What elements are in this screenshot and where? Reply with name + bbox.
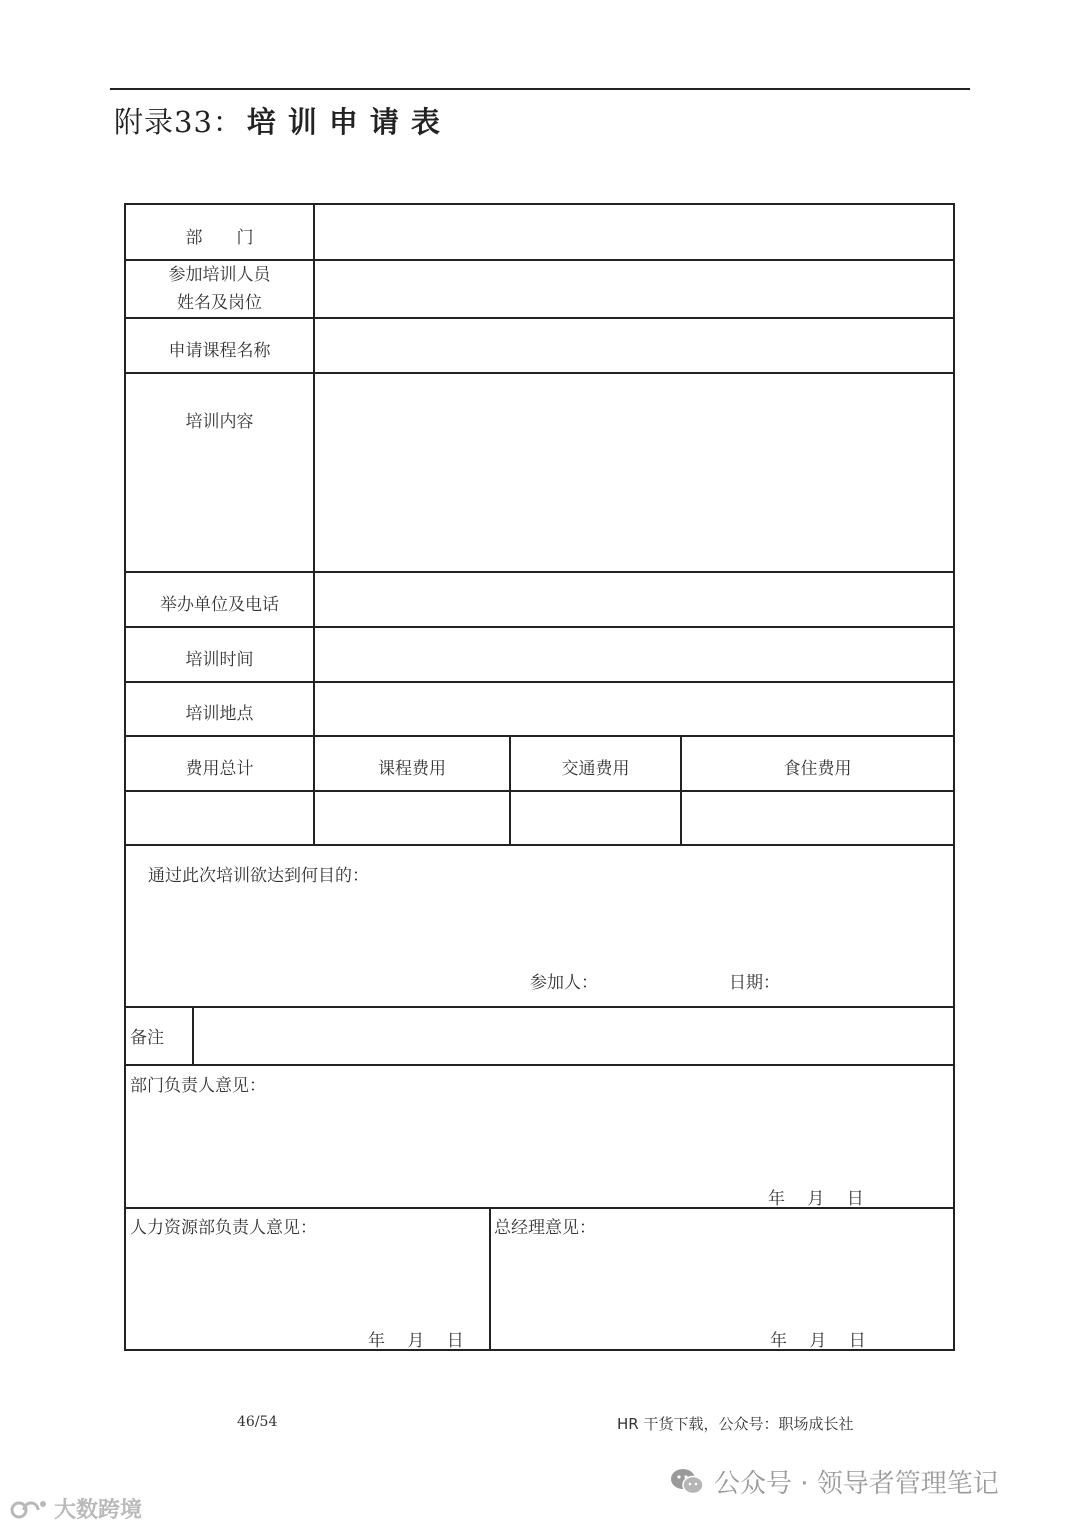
transport-fee-field[interactable]: [511, 792, 680, 844]
watermark-left-text: 大数跨境: [54, 1498, 143, 1523]
hr-head-opinion-label: 人力资源部负责人意见：: [130, 1218, 317, 1238]
watermark-right-text: 公众号 · 领导者管理笔记: [714, 1469, 999, 1499]
purpose-label: 通过此次培训欲达到何目的：: [148, 866, 369, 886]
hr-head-date: 年 月 日: [368, 1331, 464, 1351]
organizer-field[interactable]: [315, 573, 953, 626]
row-divider: [126, 844, 953, 846]
location-field[interactable]: [315, 683, 953, 735]
dept-head-opinion-label: 部门负责人意见：: [130, 1076, 266, 1096]
row-divider: [126, 1064, 953, 1066]
form-title: 培训申请表: [246, 105, 452, 139]
page-number: 46/54: [237, 1414, 278, 1430]
course-fee-field[interactable]: [315, 792, 509, 844]
participants-label-line2: 姓名及岗位: [177, 293, 262, 313]
purpose-date-label: 日期：: [729, 973, 780, 993]
course-name-label: 申请课程名称: [168, 340, 271, 361]
course-fee-label: 课程费用: [378, 758, 446, 779]
gm-date: 年 月 日: [770, 1331, 866, 1351]
lodging-fee-field[interactable]: [682, 792, 953, 844]
transport-fee-label: 交通费用: [561, 758, 630, 779]
time-field[interactable]: [315, 628, 953, 681]
dept-head-date: 年 月 日: [768, 1189, 864, 1209]
column-divider: [489, 1207, 491, 1349]
remarks-field[interactable]: [194, 1008, 953, 1064]
remarks-label: 备注: [130, 1028, 164, 1048]
page-title: [114, 100, 452, 141]
participants-label: [126, 261, 313, 317]
gm-opinion-label: 总经理意见：: [494, 1218, 596, 1238]
department-field[interactable]: [315, 205, 953, 259]
participant-sign-label: 参加人：: [530, 973, 598, 993]
cost-total-field[interactable]: [126, 792, 313, 844]
participants-label-line1: 参加培训人员: [168, 265, 271, 285]
organizer-label: 举办单位及电话: [160, 594, 279, 615]
top-rule: [110, 88, 970, 90]
content-field[interactable]: [315, 374, 953, 571]
cost-total-label: 费用总计: [185, 758, 254, 779]
department-label: 部 门: [185, 228, 254, 248]
course-name-field[interactable]: [315, 319, 953, 372]
time-label: 培训时间: [185, 649, 254, 670]
training-application-form: [124, 203, 955, 1351]
wechat-icon: [670, 1468, 704, 1496]
appendix-prefix: 附录33：: [114, 105, 243, 139]
content-label: 培训内容: [185, 412, 254, 432]
footer-note: HR 干货下载，公众号：职场成长社: [617, 1415, 854, 1433]
watermark-right: [670, 1463, 999, 1500]
location-label: 培训地点: [185, 704, 254, 724]
participants-field[interactable]: [315, 261, 953, 317]
lodging-fee-label: 食住费用: [783, 758, 852, 779]
watermark-left: [8, 1493, 142, 1524]
chain-logo-icon: [8, 1498, 48, 1520]
